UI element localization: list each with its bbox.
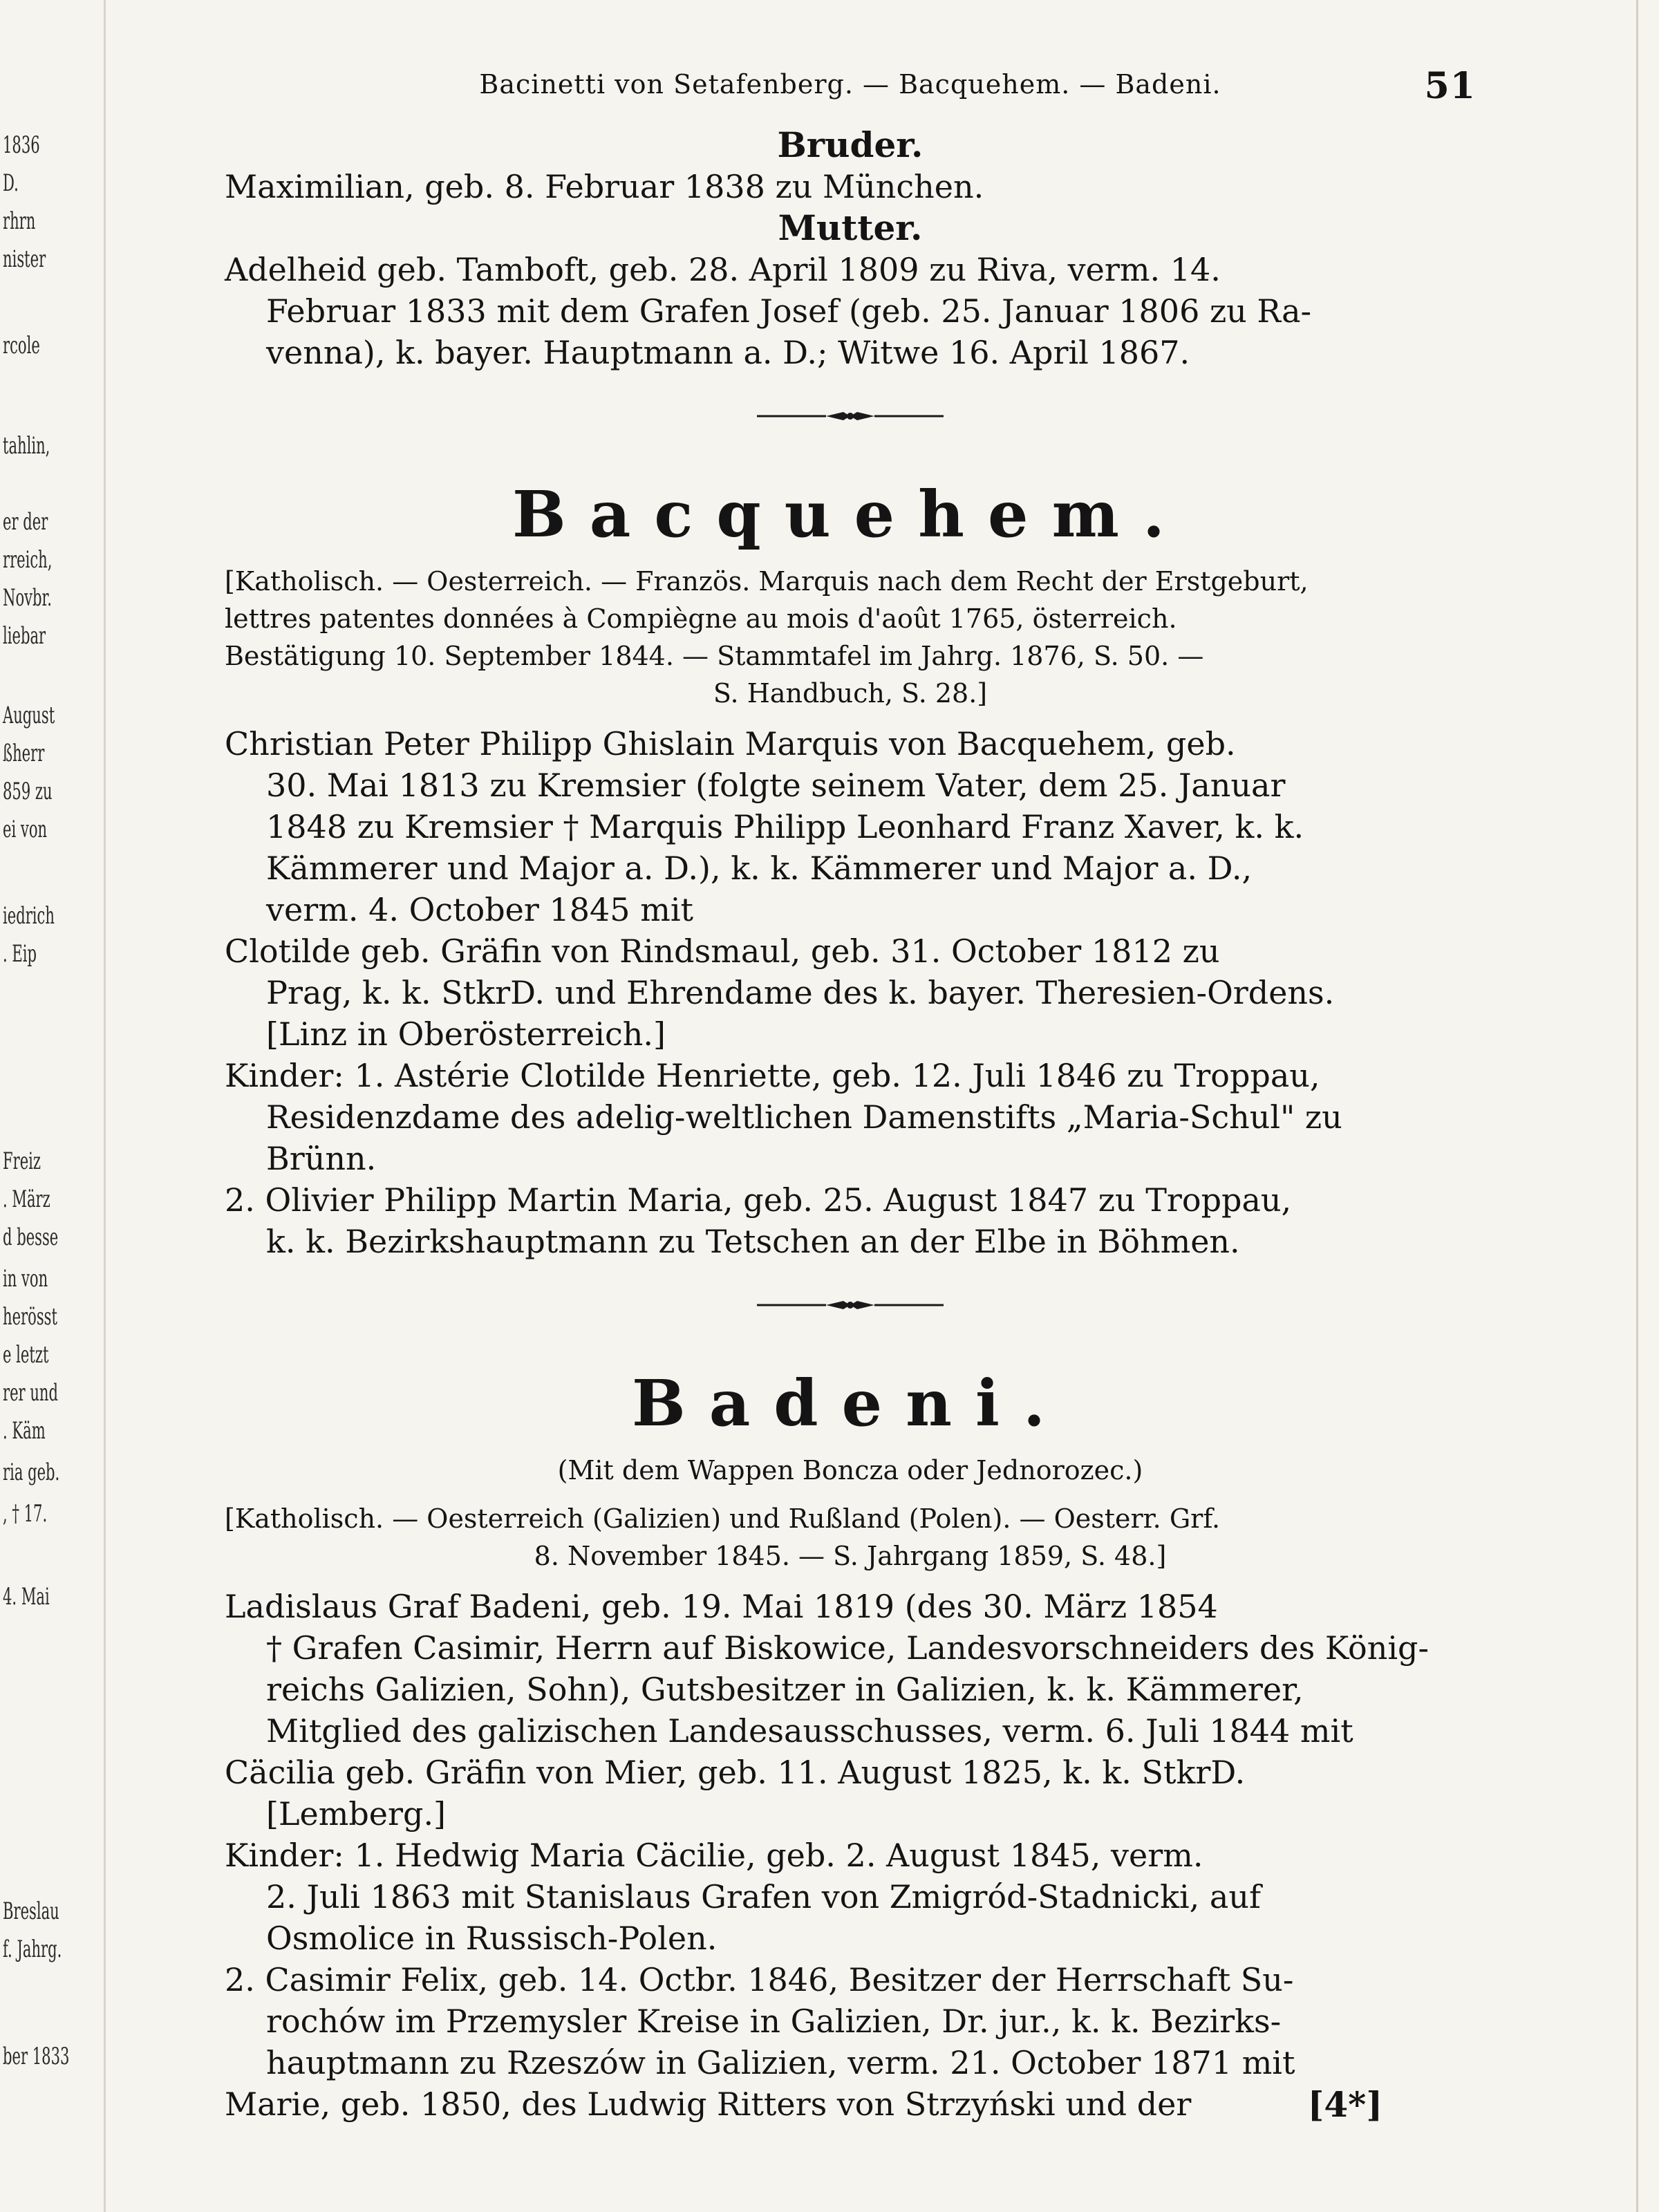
mutter-line: Adelheid geb. Tamboft, geb. 28. April 1809 zu Riva, verm. 14. — [225, 251, 1221, 288]
body-line: 30. Mai 1813 zu Kremsier (folgte seinem Vater, dem 25. Januar — [266, 767, 1286, 804]
body-line: Mitglied des galizischen Landesausschusses, verm. 6. Juli 1844 mit — [266, 1712, 1353, 1750]
mutter-line: Februar 1833 mit dem Grafen Josef (geb. 25. Januar 1806 zu Ra- — [266, 292, 1312, 330]
section-bacinetti-family — [225, 124, 1476, 373]
body-line: Kinder: 1. Hedwig Maria Cäcilie, geb. 2. August 1845, verm. — [225, 1837, 1203, 1874]
margin-fragment: d besse — [3, 1224, 59, 1251]
margin-fragment: 1836 — [3, 131, 40, 159]
signature-mark: [4*] — [1307, 2084, 1382, 2125]
book-page — [225, 65, 1476, 2125]
margin-fragment: Freiz — [3, 1147, 41, 1175]
body-line: Marie, geb. 1850, des Ludwig Ritters von Strzyński und der — [225, 2086, 1192, 2123]
body-line: Cäcilia geb. Gräfin von Mier, geb. 11. August 1825, k. k. StkrD. — [225, 1754, 1246, 1791]
body-line: k. k. Bezirkshauptmann zu Tetschen an der Elbe in Böhmen. — [266, 1223, 1240, 1260]
body-line: reichs Galizien, Sohn), Gutsbesitzer in Galizien, k. k. Kämmerer, — [266, 1671, 1304, 1708]
margin-fragment: ria geb. — [3, 1459, 60, 1486]
margin-fragment: August — [3, 702, 55, 729]
body-line: Osmolice in Russisch-Polen. — [266, 1920, 718, 1957]
body-line: Residenzdame des adelig-weltlichen Damenstifts „Maria-Schul" zu — [266, 1098, 1342, 1136]
page-number: 51 — [1424, 65, 1476, 107]
margin-fragment: tahlin, — [3, 432, 50, 460]
right-page-edge — [1636, 0, 1638, 2212]
margin-fragment: Novbr. — [3, 584, 53, 612]
section-title-bacquehem: Bacquehem. — [512, 477, 1188, 552]
intro-line: [Katholisch. — Oesterreich (Galizien) und Rußland (Polen). — Oesterr. Grf. — [225, 1503, 1221, 1534]
margin-fragment: ber 1833 — [3, 2043, 70, 2070]
bruder-entry: Maximilian, geb. 8. Februar 1838 zu München. — [225, 168, 984, 205]
heading-mutter: Mutter. — [778, 207, 923, 248]
body-line: 2. Casimir Felix, geb. 14. Octbr. 1846, Besitzer der Herrschaft Su- — [225, 1961, 1294, 1998]
mutter-line: venna), k. bayer. Hauptmann a. D.; Witwe 16. April 1867. — [266, 334, 1190, 371]
margin-fragment: . Eip — [3, 940, 37, 968]
body-line: 1848 zu Kremsier † Marquis Philipp Leonhard Franz Xaver, k. k. — [266, 808, 1304, 845]
intro-line: lettres patentes données à Compiègne au mois d'août 1765, österreich. — [225, 603, 1177, 634]
section-title-badeni: Badeni. — [631, 1366, 1069, 1441]
body-line: Christian Peter Philipp Ghislain Marquis von Bacquehem, geb. — [225, 725, 1236, 762]
intro-line: Bestätigung 10. September 1844. — Stammtafel im Jahrg. 1876, S. 50. — — [225, 641, 1204, 671]
margin-fragment: ei von — [3, 816, 48, 843]
margin-fragment: rcole — [3, 332, 40, 359]
ornamental-divider — [757, 408, 944, 424]
margin-fragment: nister — [3, 245, 46, 273]
margin-fragment: . Käm — [3, 1417, 46, 1445]
margin-fragment: er der — [3, 508, 48, 536]
margin-fragment: f. Jahrg. — [3, 1936, 62, 1963]
body-line: Kinder: 1. Astérie Clotilde Henriette, geb. 12. Juli 1846 zu Troppau, — [225, 1057, 1320, 1094]
body-line: Ladislaus Graf Badeni, geb. 19. Mai 1819 (des 30. März 1854 — [225, 1588, 1218, 1625]
heading-bruder: Bruder. — [777, 124, 924, 165]
section-subtitle: (Mit dem Wappen Boncza oder Jednorozec.) — [557, 1455, 1143, 1485]
margin-fragment: D. — [3, 169, 19, 197]
margin-fragment: Breslau — [3, 1897, 59, 1925]
body-line: † Grafen Casimir, Herrn auf Biskowice, Landesvorschneiders des König- — [266, 1629, 1430, 1667]
body-line: Kämmerer und Major a. D.), k. k. Kämmerer und Major a. D., — [266, 850, 1253, 887]
intro-line: [Katholisch. — Oesterreich. — Französ. Marquis nach dem Recht der Erstgeburt, — [225, 566, 1309, 597]
body-line: hauptmann zu Rzeszów in Galizien, verm. 21. October 1871 mit — [266, 2044, 1295, 2081]
body-line: verm. 4. October 1845 mit — [266, 891, 694, 928]
margin-fragment: e letzt — [3, 1341, 49, 1369]
body-line: Brünn. — [266, 1140, 377, 1177]
intro-line: 8. November 1845. — S. Jahrgang 1859, S. 48.] — [534, 1541, 1167, 1571]
section-bacquehem — [225, 473, 1476, 1262]
body-line: [Linz in Oberösterreich.] — [266, 1015, 666, 1053]
margin-fragment: 4. Mai — [3, 1583, 50, 1611]
body-line: [Lemberg.] — [266, 1795, 447, 1833]
left-margin-adjacent-page — [0, 0, 106, 2212]
running-title: Bacinetti von Setafenberg. — Bacquehem. — Badeni. — [479, 69, 1221, 100]
margin-fragment: . März — [3, 1185, 50, 1213]
margin-fragment: ßherr — [3, 740, 45, 767]
margin-fragment: iedrich — [3, 902, 55, 930]
margin-fragment: herösst — [3, 1303, 57, 1331]
body-line: 2. Juli 1863 mit Stanislaus Grafen von Zmigród-Stadnicki, auf — [266, 1878, 1261, 1915]
margin-fragment: rer und — [3, 1379, 58, 1407]
margin-fragment: , † 17. — [3, 1500, 48, 1528]
margin-fragment: rreich, — [3, 546, 53, 574]
body-line: 2. Olivier Philipp Martin Maria, geb. 25. August 1847 zu Troppau, — [225, 1181, 1292, 1219]
intro-line: S. Handbuch, S. 28.] — [713, 678, 988, 709]
margin-fragment: 859 zu — [3, 778, 53, 805]
margin-fragment: liebar — [3, 622, 46, 650]
body-line: rochów im Przemysler Kreise in Galizien, Dr. jur., k. k. Bezirks- — [266, 2003, 1282, 2040]
body-line: Prag, k. k. StkrD. und Ehrendame des k. bayer. Theresien-Ordens. — [266, 974, 1335, 1011]
section-badeni — [225, 1362, 1476, 2125]
running-header — [225, 65, 1476, 124]
margin-fragment: in von — [3, 1265, 48, 1293]
margin-fragment: rhrn — [3, 207, 36, 235]
ornamental-divider — [757, 1297, 944, 1313]
body-line: Clotilde geb. Gräfin von Rindsmaul, geb. 31. October 1812 zu — [225, 932, 1220, 970]
